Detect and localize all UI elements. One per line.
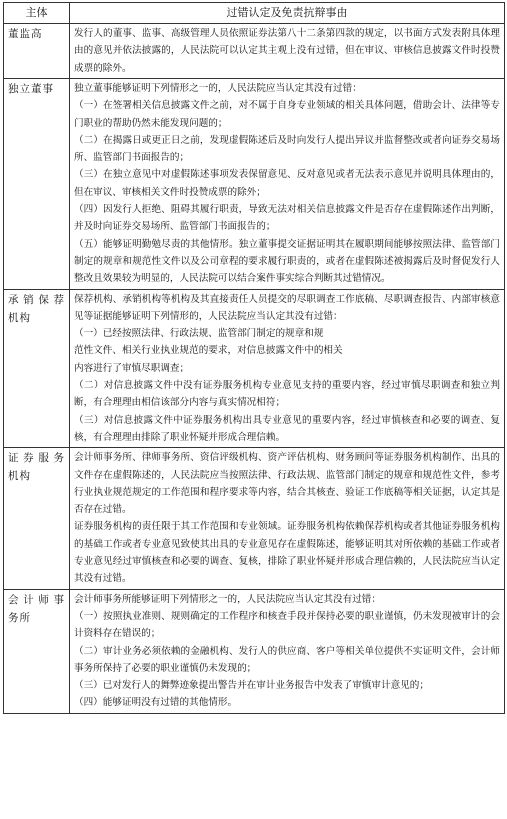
subject-cell: 独立董事: [4, 79, 70, 290]
description-cell: [70, 24, 505, 79]
liability-table: [3, 2, 505, 714]
paragraph: （五）能够证明勤勉尽责的其他情形。独立董事提交证据证明其在履职期间能够按照法律、监管部门制定的规章和规范性文件以及公司章程的要求履行职责的，或者在虚假陈述被揭露后及时督促发行人整改且效果较为明显的，人民法院可以结合案件事实综合判断其过错情况。: [74, 238, 500, 285]
description-cell: [70, 589, 505, 713]
paragraph: （一）在签署相关信息披露文件之前，对不属于自身专业领域的相关具体问题，借助会计、法律等专门职业的帮助仍然未能发现问题的；: [74, 100, 500, 129]
paragraph: 范性文件、相关行业执业规范的要求，对信息披露文件中的相关: [74, 345, 343, 357]
subject-cell: 承销保荐机构: [4, 289, 70, 448]
subject-cell: 会计师事务所: [4, 589, 70, 713]
paragraph: （三）已对发行人的舞弊迹象提出警告并在审计业务报告中发表了审慎审计意见的；: [74, 680, 429, 692]
description-cell: [70, 448, 505, 589]
table-row-directors: [4, 24, 505, 79]
paragraph: （三）在独立意见中对虚假陈述事项发表保留意见、反对意见或者无法表示意见并说明具体理由的，但在审议、审核相关文件时投赞成票的除外；: [74, 169, 500, 198]
subject-cell: 董监高: [4, 24, 70, 79]
description-cell: [70, 79, 505, 290]
paragraph: 会计师事务所能够证明下列情形之一的，人民法院应当认定其没有过错：: [74, 593, 381, 605]
paragraph: （二）在揭露日或更正日之前，发现虚假陈述后及时向发行人提出异议并监督整改或者向证券交易场所、监管部门书面报告的；: [74, 134, 500, 164]
paragraph: （一）已经按照法律、行政法规、监管部门制定的规章和规: [74, 328, 324, 340]
paragraph: （三）对信息披露文件中证券服务机构出具专业意见的重要内容，经过审慎核查和必要的调查、复核，有合理理由排除了职业怀疑并形成合理信赖。: [74, 414, 500, 443]
description-cell: [70, 289, 505, 448]
paragraph: 证券服务机构的责任限于其工作范围和专业领域。证券服务机构依赖保荐机构或者其他证券服务机构的基础工作或者专业意见致使其出具的专业意见存在虚假陈述，能够证明其对所依赖的基础工作或者专业意见经过审慎核查和必要的调查、复核，排除了职业怀疑并形成合理信赖的，人民法院应当认定其没有过错。: [74, 521, 500, 585]
paragraph: 独立董事能够证明下列情形之一的，人民法院应当认定其没有过错：: [74, 83, 362, 94]
paragraph: （二）对信息披露文件中没有证券服务机构专业意见支持的重要内容，经过审慎尽职调查和独立判断，有合理理由相信该部分内容与真实情况相符；: [74, 380, 500, 409]
header-subject: 主体: [4, 3, 70, 24]
paragraph: 保荐机构、承销机构等机构及其直接责任人员提交的尽职调查工作底稿、尽职调查报告、内部审核意见等证据能够证明下列情形的，人民法院应当认定其没有过错：: [74, 293, 500, 322]
header-description: 过错认定及免责抗辩事由: [70, 3, 505, 24]
table-row-accounting-firms: [4, 589, 505, 713]
table-row-independent-directors: [4, 79, 505, 290]
paragraph: （二）审计业务必须依赖的金融机构、发行人的供应商、客户等相关单位提供不实证明文件，会计师事务所保持了必要的职业谨慎仍未发现的；: [74, 645, 500, 674]
table-row-securities-services: [4, 448, 505, 589]
table-header-row: [4, 3, 505, 24]
paragraph: 会计师事务所、律师事务所、资信评级机构、资产评估机构、财务顾问等证券服务机构制作、出具的文件存在虚假陈述的，人民法院应当按照法律、行政法规、监管部门制定的规章和规范性文件，参考行业执业规范规定的工作范围和程序要求等内容，结合其核查、验证工作底稿等相关证据，认定其是否存在过错。: [74, 452, 500, 516]
subject-cell: 证券服务机构: [4, 448, 70, 589]
paragraph: （四）能够证明没有过错的其他情形。: [74, 697, 238, 709]
paragraph: 内容进行了审慎尽职调查；: [74, 362, 190, 374]
paragraph: 发行人的董事、监事、高级管理人员依照证券法第八十二条第四款的规定，以书面方式发表附具体理由的意见并依法披露的，人民法院可以认定其主观上没有过错，但在审议、审核信息披露文件时投赞成票的除外。: [74, 28, 500, 74]
paragraph: （一）按照执业准则、规则确定的工作程序和核查手段并保持必要的职业谨慎，仍未发现被审计的会计资料存在错误的；: [74, 610, 500, 640]
paragraph: （四）因发行人拒绝、阻碍其履行职责，导致无法对相关信息披露文件是否存在虚假陈述作出判断，并及时向证券交易场所、监管部门书面报告的；: [74, 204, 500, 233]
table-row-underwriters: [4, 289, 505, 448]
